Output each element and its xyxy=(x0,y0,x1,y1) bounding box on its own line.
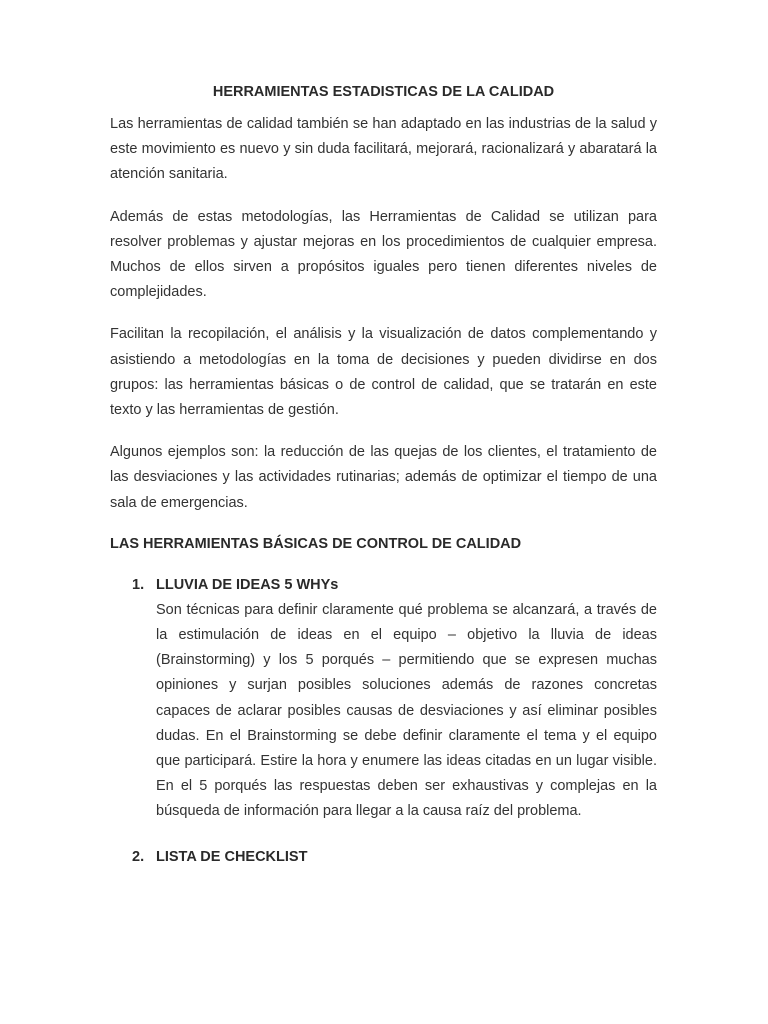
list-item-number: 2. xyxy=(132,848,145,865)
section-heading: LAS HERRAMIENTAS BÁSICAS DE CONTROL DE CALIDAD xyxy=(110,535,522,552)
paragraph-data-analysis: Facilitan la recopilación, el análisis y la visualización de datos complementando y asistiendo a metodologías en la toma de decisiones y pueden dividirse en dos grupos: las herramientas básicas o de control de calidad, que se tratarán en este texto y las herramientas de gestión. xyxy=(110,326,657,419)
list-item-number: 1. xyxy=(132,576,145,593)
paragraph-methodologies: Además de estas metodologías, las Herramientas de Calidad se utilizan para resolver problemas y ajustar mejoras en los procedimientos de cualquier empresa. Muchos de ellos sirven a propósitos iguales pero tienen diferentes niveles de complejidades. xyxy=(110,208,657,301)
list-item-body: Son técnicas para definir claramente qué problema se alcanzará, a través de la estimulación de ideas en el equipo – objetivo la lluvia de ideas (Brainstorming) y los 5 porqués – permitiendo que se expresen muchas opiniones y surjan posibles soluciones además de razones concretas capaces de aclarar posibles causas de desviaciones y así eliminar posibles dudas. En el Brainstorming se debe definir claramente el tema y el equipo que participará. Estire la hora y enumere las ideas citadas en un lugar visible. En el 5 porqués las respuestas deben ser exhaustivas y complejas en la búsqueda de información para llegar a la causa raíz del problema. xyxy=(156,601,657,820)
list-item xyxy=(110,845,657,870)
list-item xyxy=(110,573,657,825)
document-page xyxy=(110,82,657,882)
paragraph-examples: Algunos ejemplos son: la reducción de las quejas de los clientes, el tratamiento de las desviaciones y las actividades rutinarias; además de optimizar el tiempo de una sala de emergencias. xyxy=(110,444,657,511)
list-item-title: LLUVIA DE IDEAS 5 WHYs xyxy=(156,576,339,593)
list-item-title: LISTA DE CHECKLIST xyxy=(156,848,308,865)
tools-list xyxy=(110,573,657,870)
document-title: HERRAMIENTAS ESTADISTICAS DE LA CALIDAD xyxy=(212,84,555,100)
paragraph-intro: Las herramientas de calidad también se han adaptado en las industrias de la salud y este movimiento es nuevo y sin duda facilitará, mejorará, racionalizará y abaratará la atención sanitaria. xyxy=(110,116,657,183)
